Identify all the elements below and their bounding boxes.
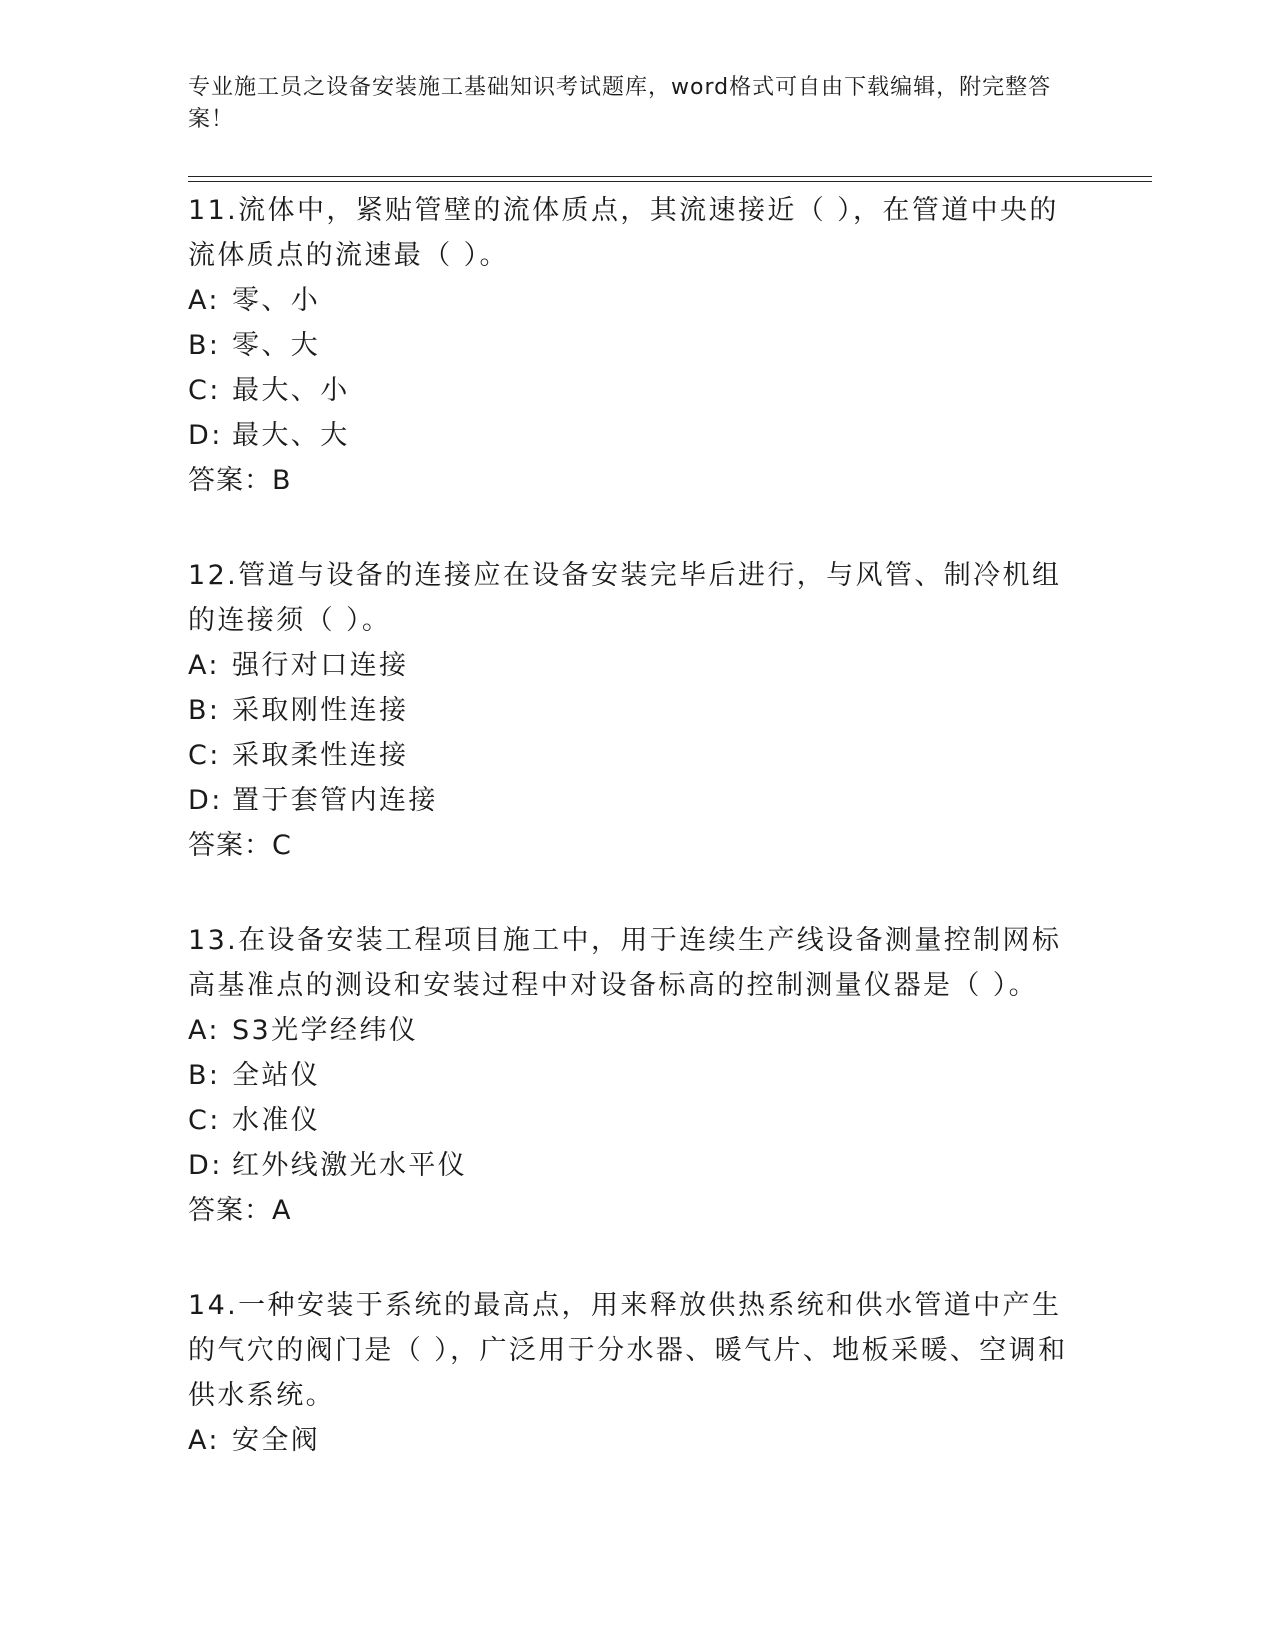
option-d [188, 413, 1088, 458]
option-a [188, 278, 1088, 323]
option-key: D: [188, 1150, 223, 1181]
option-text: 水准仪 [232, 1105, 321, 1136]
header-rule-bottom [188, 181, 1152, 182]
option-text: 采取刚性连接 [232, 695, 409, 726]
option-d [188, 778, 1088, 823]
option-key: B: [188, 330, 221, 361]
option-b [188, 323, 1088, 368]
option-c [188, 368, 1088, 413]
option-key: C: [188, 375, 221, 406]
option-text: S3光学经纬仪 [232, 1015, 419, 1046]
answer: 答案：C [188, 830, 292, 861]
option-text: 零、小 [232, 285, 321, 316]
option-text: 零、大 [232, 330, 321, 361]
option-text: 最大、大 [232, 420, 350, 451]
option-text: 全站仪 [232, 1060, 321, 1091]
question-list [188, 188, 1088, 1513]
question-11 [188, 188, 1088, 503]
option-key: A: [188, 285, 220, 316]
option-a [188, 1008, 1088, 1053]
answer: 答案：B [188, 465, 292, 496]
option-c [188, 733, 1088, 778]
option-text: 强行对口连接 [232, 650, 409, 681]
option-key: D: [188, 785, 223, 816]
option-c [188, 1098, 1088, 1143]
option-key: B: [188, 695, 221, 726]
option-key: A: [188, 1015, 220, 1046]
option-b [188, 688, 1088, 733]
question-text: 11.流体中，紧贴管壁的流体质点，其流速接近（ ），在管道中央的流体质点的流速最（ ）。 [188, 195, 1059, 271]
question-12 [188, 553, 1088, 868]
option-key: A: [188, 650, 220, 681]
option-d [188, 1143, 1088, 1188]
question-13 [188, 918, 1088, 1233]
answer: 答案：A [188, 1195, 292, 1226]
option-text: 置于套管内连接 [232, 785, 438, 816]
option-text: 安全阀 [232, 1425, 321, 1456]
option-key: C: [188, 1105, 221, 1136]
option-key: A: [188, 1425, 220, 1456]
document-header [188, 72, 1068, 136]
option-text: 最大、小 [232, 375, 350, 406]
option-text: 采取柔性连接 [232, 740, 409, 771]
question-text: 12.管道与设备的连接应在设备安装完毕后进行，与风管、制冷机组的连接须（ ）。 [188, 560, 1062, 636]
option-a [188, 643, 1088, 688]
option-key: C: [188, 740, 221, 771]
header-rule-top [188, 176, 1152, 177]
option-a [188, 1418, 1088, 1463]
option-b [188, 1053, 1088, 1098]
question-14 [188, 1283, 1088, 1463]
option-key: B: [188, 1060, 221, 1091]
option-text: 红外线激光水平仪 [232, 1150, 468, 1181]
header-title: 专业施工员之设备安装施工基础知识考试题库，word格式可自由下载编辑，附完整答案！ [188, 75, 1052, 132]
question-text: 14.一种安装于系统的最高点，用来释放供热系统和供水管道中产生的气穴的阀门是（ ），广泛用于分水器、暖气片、地板采暖、空调和供水系统。 [188, 1290, 1068, 1411]
question-text: 13.在设备安装工程项目施工中，用于连续生产线设备测量控制网标高基准点的测设和安装过程中对设备标高的控制测量仪器是（ ）。 [188, 925, 1062, 1001]
option-key: D: [188, 420, 223, 451]
